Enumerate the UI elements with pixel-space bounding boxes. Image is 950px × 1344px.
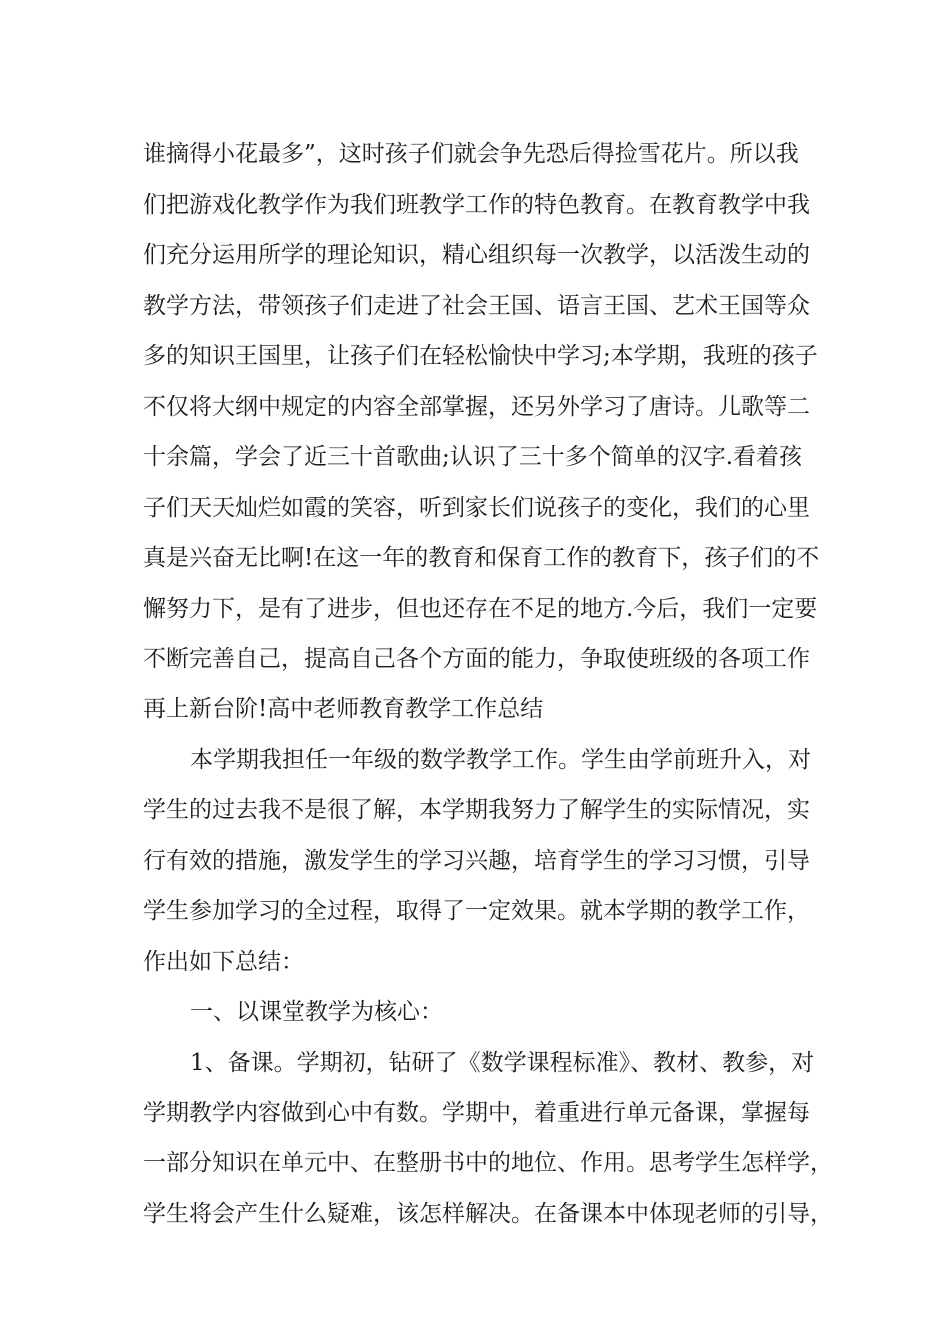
text-line: 子们天天灿烂如霞的笑容，听到家长们说孩子的变化，我们的心里 (143, 495, 810, 521)
text-line: 学生将会产生什么疑难，该怎样解决。在备课本中体现老师的引导， (143, 1201, 833, 1227)
text-line: 谁摘得小花最多”，这时孩子们就会争先恐后得捡雪花片。所以我 (143, 141, 799, 167)
text-line: 们把游戏化教学作为我们班教学工作的特色教育。在教育教学中我 (143, 192, 810, 218)
paragraph-start-line: 本学期我担任一年级的数学教学工作。学生由学前班升入，对 (190, 747, 811, 773)
text-line: 学生的过去我不是很了解，本学期我努力了解学生的实际情况，实 (143, 797, 810, 823)
text-line: 不断完善自己，提高自己各个方面的能力，争取使班级的各项工作 (143, 646, 810, 672)
text-line: 多的知识王国里，让孩子们在轻松愉快中学习;本学期，我班的孩子 (143, 343, 818, 369)
text-line: 懈努力下，是有了进步，但也还存在不足的地方.今后，我们一定要 (143, 596, 818, 622)
text-line: 一部分知识在单元中、在整册书中的地位、作用。思考学生怎样学， (143, 1150, 833, 1176)
text-line: 学生参加学习的全过程，取得了一定效果。就本学期的教学工作， (143, 898, 810, 924)
text-line: 教学方法，带领孩子们走进了社会王国、语言王国、艺术王国等众 (143, 293, 810, 319)
text-line: 学期教学内容做到心中有数。学期中，着重进行单元备课，掌握每 (143, 1100, 810, 1126)
text-line: 再上新台阶!高中老师教育教学工作总结 (143, 696, 544, 722)
section-heading: 一、以课堂教学为核心： (190, 999, 443, 1025)
paragraph-start-line: 1、备课。学期初，钻研了《数学课程标准》、教材、教参，对 (190, 1050, 815, 1076)
text-line: 行有效的措施，激发学生的学习兴趣，培育学生的学习习惯，引导 (143, 848, 810, 874)
text-line: 们充分运用所学的理论知识，精心组织每一次教学，以活泼生动的 (143, 242, 810, 268)
text-line: 作出如下总结： (143, 949, 304, 975)
text-line: 十余篇，学会了近三十首歌曲;认识了三十多个简单的汉字.看着孩 (143, 444, 803, 470)
text-line: 真是兴奋无比啊!在这一年的教育和保育工作的教育下，孩子们的不 (143, 545, 820, 571)
text-line: 不仅将大纲中规定的内容全部掌握，还另外学习了唐诗。儿歌等二 (143, 394, 810, 420)
